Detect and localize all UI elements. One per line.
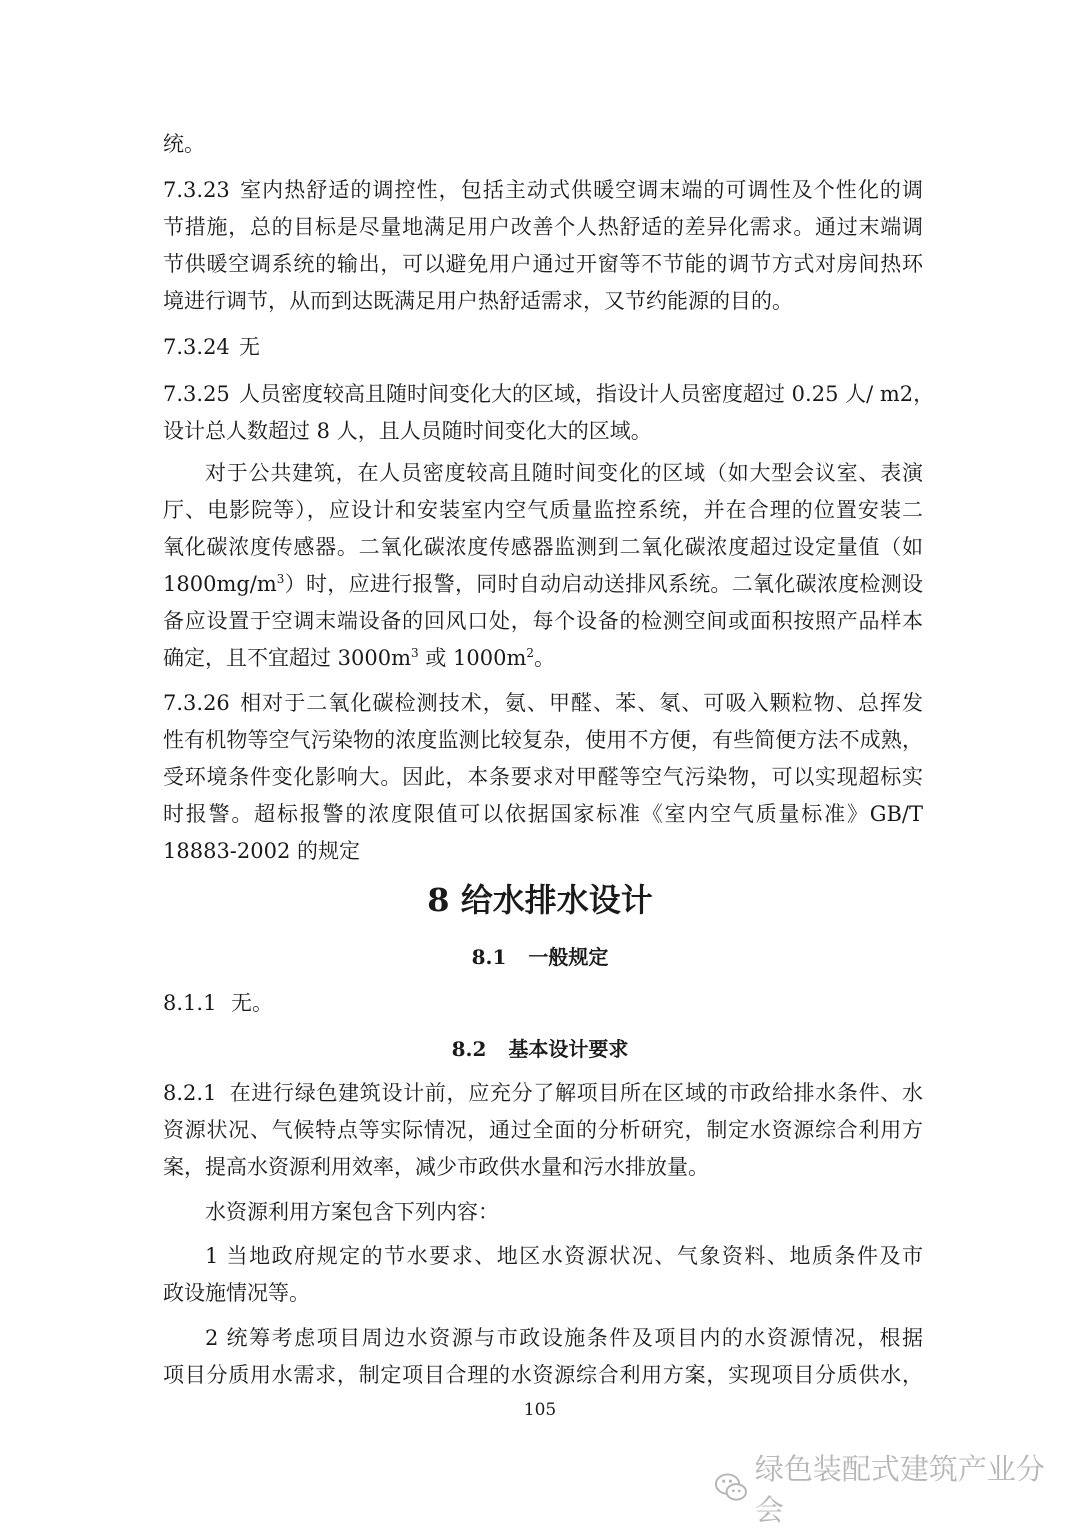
clause-number: 7.3.24 [163,335,230,359]
text-line: 资源状况、气候特点等实际情况，通过全面的分析研究，制定水资源综合利用方 [163,1118,923,1142]
text-line: 节措施，总的目标是尽量地满足用户改善个人热舒适的差异化需求。通过末端调 [163,215,923,239]
text-line: 对于公共建筑，在人员密度较高且随时间变化的区域（如大型会议室、表演 [205,461,923,485]
text-line-limits: 确定，且不宜超过 $3000m^3$ 或 $1000m^2$。 [163,646,556,670]
clause-number: 7.3.26 [163,691,230,715]
section-number: 8.1 [471,945,507,969]
clause-text: 室内热舒适的调控性，包括主动式供暖空调末端的可调性及个性化的调 [239,178,923,202]
wechat-icon [714,1472,749,1504]
text-line: 统。 [163,132,205,156]
clause-8-1-1 [163,988,923,1018]
clause-number: 7.3.23 [163,178,230,202]
clause-7-3-25 [163,379,935,409]
text-line: 性有机物等空气污染物的浓度监测比较复杂，使用不方便，有些简便方法不成熟， [163,728,923,752]
text-line-co2: $1800mg/m^3$）时，应进行报警，同时自动启动送排风系统。二氧化碳浓度检测设 [163,572,923,596]
text-line: 厅、电影院等），应设计和安装室内空气质量监控系统，并在合理的位置安装二 [163,498,923,522]
section-heading-8-2 [0,1034,1080,1064]
clause-text: 无 [239,335,260,359]
text-line: 境进行调节，从而到达既满足用户热舒适需求，又节约能源的目的。 [163,289,793,313]
clause-text: 无。 [231,991,273,1015]
clause-7-3-23 [163,175,923,205]
page-number: 105 [523,1400,557,1420]
text-line: 备应设置于空调末端设备的回风口处，每个设备的检测空间或面积按照产品样本 [163,609,923,633]
section-number: 8.2 [451,1037,487,1061]
section-heading-8-1 [0,942,1080,972]
clause-number: 8.2.1 [163,1081,217,1105]
clause-text: 在进行绿色建筑设计前，应充分了解项目所在区域的市政给排水条件、水 [229,1081,923,1105]
text-line: 节供暖空调系统的输出，可以避免用户通过开窗等不节能的调节方式对房间热环 [163,252,923,276]
watermark [714,1452,1064,1527]
text-line: 18883-2002 的规定 [163,839,361,863]
watermark-text: 绿色装配式建筑产业分会 [754,1452,1045,1527]
text-line: 受环境条件变化影响大。因此，本条要求对甲醛等空气污染物，可以实现超标实 [163,765,923,789]
clause-number: 8.1.1 [163,991,217,1015]
clause-number: 7.3.25 [163,382,230,406]
section-title: 基本设计要求 [508,1037,629,1061]
section-title: 一般规定 [528,945,609,969]
text-line: 项目分质用水需求，制定项目合理的水资源综合利用方案，实现项目分质供水， [163,1363,923,1387]
clause-8-2-1 [163,1078,923,1108]
list-item-2: 2 统筹考虑项目周边水资源与市政设施条件及项目内的水资源情况，根据 [205,1326,923,1350]
clause-text: 人员密度较高且随时间变化大的区域，指设计人员密度超过 0.25 人/ m2， [239,382,935,406]
text-line: 设计总人数超过 8 人，且人员随时间变化大的区域。 [163,419,652,443]
clause-7-3-24 [163,332,923,362]
text-line: 水资源利用方案包含下列内容： [205,1200,499,1224]
clause-text: 相对于二氧化碳检测技术，氨、甲醛、苯、氡、可吸入颗粒物、总挥发 [239,691,923,715]
chapter-title: 8 给水排水设计 [427,881,653,919]
text-line: 时报警。超标报警的浓度限值可以依据国家标准《室内空气质量标准》GB/T [163,802,923,826]
list-item-1: 1 当地政府规定的节水要求、地区水资源状况、气象资料、地质条件及市 [205,1244,923,1268]
text-line: 氧化碳浓度传感器。二氧化碳浓度传感器监测到二氧化碳浓度超过设定量值（如 [163,535,923,559]
text-line: 案，提高水资源利用效率，减少市政供水量和污水排放量。 [163,1155,709,1179]
text-line: 政设施情况等。 [163,1281,310,1305]
clause-7-3-26 [163,688,923,718]
